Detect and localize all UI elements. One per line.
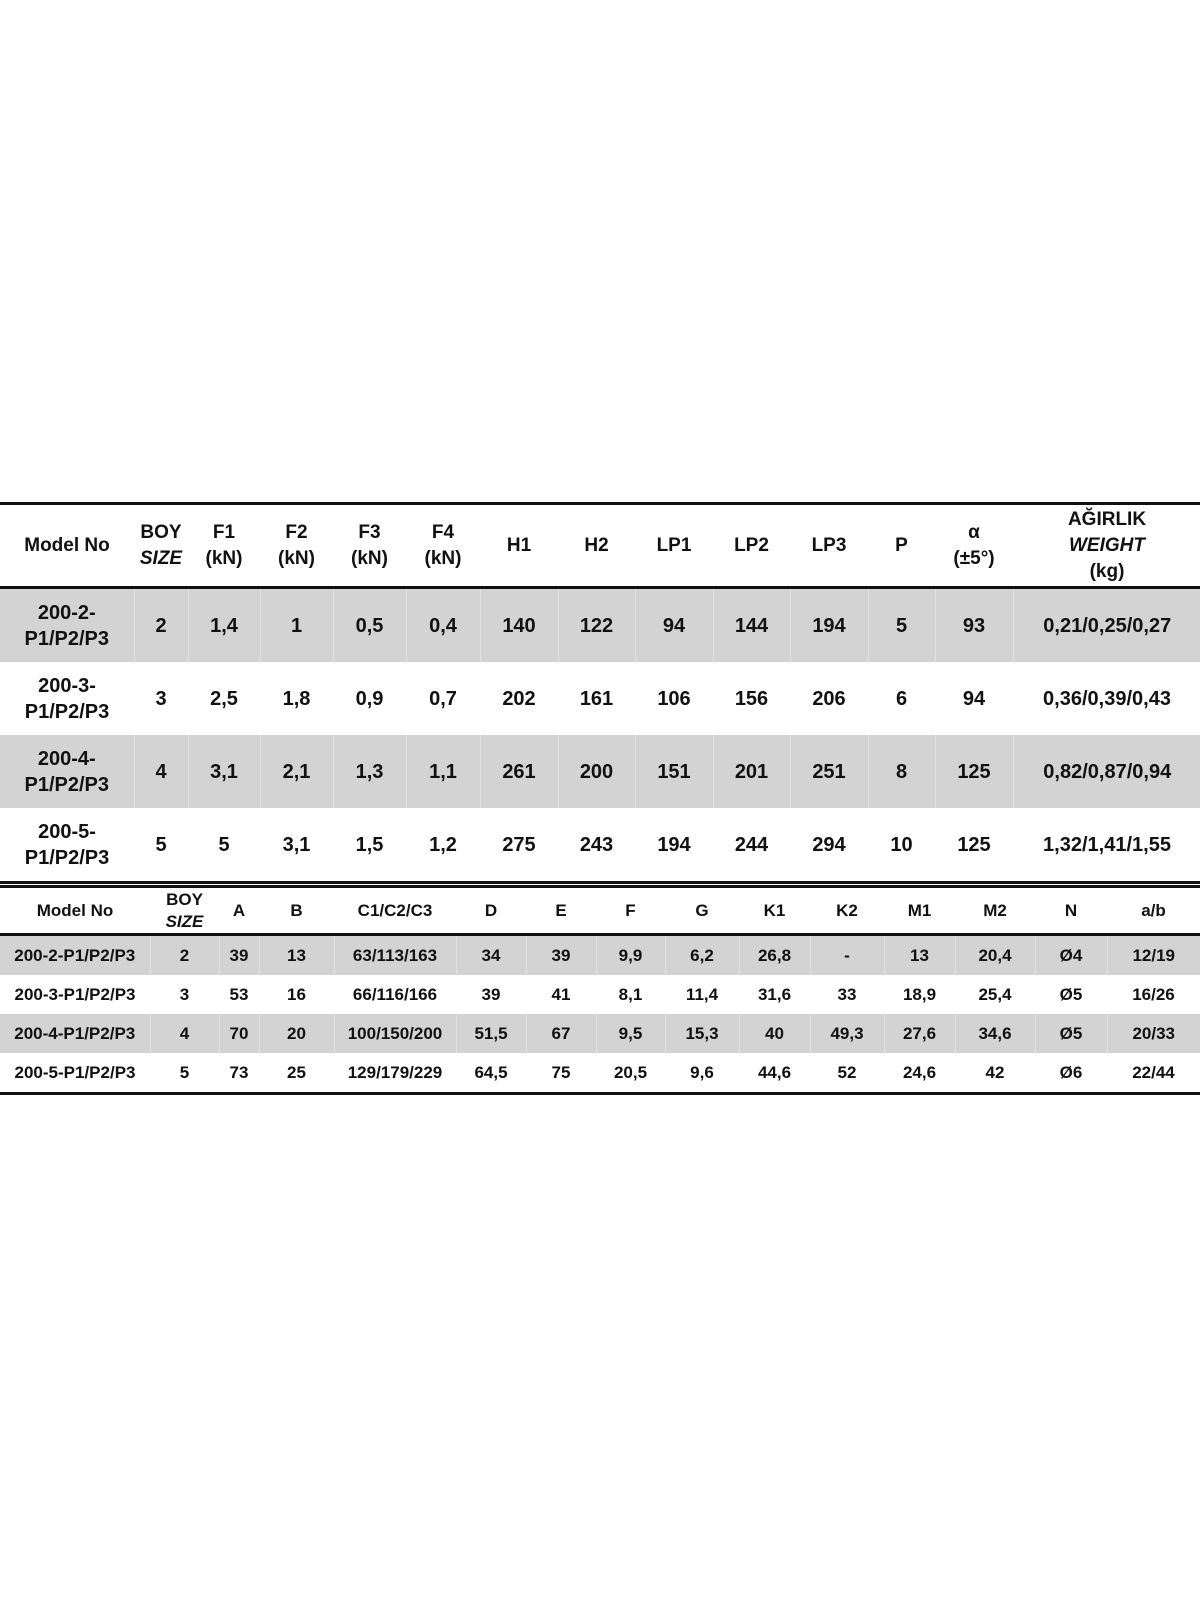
m2-cell: 42 — [985, 1062, 1005, 1082]
d-cell: 51,5 — [456, 1014, 526, 1053]
f-cell: 8,1 — [618, 984, 643, 1004]
a-cell: 53 — [229, 984, 249, 1004]
f4-cell: 0,7 — [429, 687, 457, 710]
d-cell: 64,5 — [474, 1062, 508, 1082]
p-cell: 8 — [868, 735, 935, 808]
table-row — [0, 1014, 1200, 1053]
f2-cell: 3,1 — [282, 833, 311, 856]
h1-cell: 261 — [480, 735, 558, 808]
m1-cell: 27,6 — [884, 1014, 955, 1053]
size-cell: 4 — [150, 1014, 219, 1053]
k2-cell: 49,3 — [810, 1014, 884, 1053]
f3-cell: 1,3 — [333, 735, 406, 808]
model-cell: 200-3-P1/P2/P3 — [14, 984, 136, 1004]
lp1-cell: 194 — [657, 833, 691, 856]
table-header-row — [0, 504, 1200, 588]
model-cell: 200-5-P1/P2/P3 — [14, 1062, 136, 1082]
p-cell: 10 — [890, 833, 913, 856]
f3-cell: 1,5 — [355, 833, 384, 856]
m1-cell: 24,6 — [902, 1062, 937, 1082]
forces-dimensions-table — [0, 502, 1200, 884]
n-cell: Ø5 — [1035, 1014, 1107, 1053]
a-cell: 73 — [229, 1062, 249, 1082]
m2-cell: 34,6 — [955, 1014, 1035, 1053]
header-b: B — [259, 887, 334, 935]
k1-cell: 26,8 — [739, 935, 810, 976]
size-cell: 5 — [155, 833, 167, 856]
header-lp3: LP3 — [790, 504, 868, 588]
dimensions-table — [0, 885, 1200, 1095]
lp3-cell: 294 — [812, 833, 846, 856]
lp3-cell: 194 — [790, 588, 868, 663]
header-size: BOY SIZE — [150, 887, 219, 935]
table-row — [0, 735, 1200, 808]
d-cell: 39 — [481, 984, 501, 1004]
header-p: P — [868, 504, 935, 588]
ab-cell: 22/44 — [1132, 1062, 1175, 1082]
lp1-cell: 106 — [657, 687, 691, 710]
g-cell: 15,3 — [665, 1014, 739, 1053]
f1-cell: 2,5 — [210, 687, 238, 710]
f4-cell: 1,2 — [429, 833, 457, 856]
p-cell: 5 — [868, 588, 935, 663]
c-cell: 100/150/200 — [334, 1014, 456, 1053]
table-row — [0, 662, 1200, 735]
header-f: F — [596, 887, 665, 935]
ab-cell: 16/26 — [1132, 984, 1175, 1004]
e-cell: 41 — [551, 984, 571, 1004]
c-cell: 129/179/229 — [347, 1062, 443, 1082]
p-cell: 6 — [895, 687, 908, 710]
table-row — [0, 1053, 1200, 1094]
f2-cell: 1 — [260, 588, 333, 663]
k2-cell: 52 — [837, 1062, 857, 1082]
header-size: BOY SIZE — [134, 504, 188, 588]
model-cell: 200-4-P1/P2/P3 — [0, 1014, 150, 1053]
g-cell: 6,2 — [665, 935, 739, 976]
header-model-no: Model No — [0, 887, 150, 935]
size-cell: 4 — [134, 735, 188, 808]
h2-cell: 161 — [579, 687, 614, 710]
d-cell: 34 — [456, 935, 526, 976]
header-m1: M1 — [884, 887, 955, 935]
f2-cell: 2,1 — [260, 735, 333, 808]
a-cell: 70 — [219, 1014, 259, 1053]
lp3-cell: 206 — [812, 687, 846, 710]
lp2-cell: 156 — [734, 687, 769, 710]
n-cell: Ø6 — [1059, 1062, 1083, 1082]
c-cell: 66/116/166 — [352, 984, 438, 1004]
header-c: C1/C2/C3 — [334, 887, 456, 935]
m2-cell: 20,4 — [955, 935, 1035, 976]
e-cell: 75 — [551, 1062, 571, 1082]
header-g: G — [665, 887, 739, 935]
f1-cell: 3,1 — [188, 735, 260, 808]
header-m2: M2 — [955, 887, 1035, 935]
table-row — [0, 588, 1200, 663]
c-cell: 63/113/163 — [334, 935, 456, 976]
lp3-cell: 251 — [790, 735, 868, 808]
m1-cell: 13 — [884, 935, 955, 976]
header-f1: F1 (kN) — [188, 504, 260, 588]
f1-cell: 5 — [218, 833, 230, 856]
g-cell: 9,6 — [690, 1062, 714, 1082]
f3-cell: 0,9 — [355, 687, 384, 710]
ab-cell: 12/19 — [1107, 935, 1200, 976]
k2-cell: 33 — [837, 984, 857, 1004]
model-cell: 200-2-P1/P2/P3 — [0, 935, 150, 976]
header-f3: F3 (kN) — [333, 504, 406, 588]
ab-cell: 20/33 — [1107, 1014, 1200, 1053]
header-n: N — [1035, 887, 1107, 935]
n-cell: Ø5 — [1059, 984, 1083, 1004]
k1-cell: 31,6 — [757, 984, 792, 1004]
k1-cell: 44,6 — [757, 1062, 792, 1082]
header-f2: F2 (kN) — [260, 504, 333, 588]
size-cell: 2 — [150, 935, 219, 976]
f1-cell: 1,4 — [188, 588, 260, 663]
a-cell: 39 — [219, 935, 259, 976]
header-weight: AĞIRLIK WEIGHT (kg) — [1013, 504, 1200, 588]
model-cell: 200-5- P1/P2/P3 — [24, 820, 110, 869]
k1-cell: 40 — [739, 1014, 810, 1053]
header-h1: H1 — [480, 504, 558, 588]
header-ab: a/b — [1107, 887, 1200, 935]
header-lp2: LP2 — [713, 504, 790, 588]
f-cell: 20,5 — [613, 1062, 648, 1082]
h2-cell: 243 — [579, 833, 614, 856]
alpha-cell: 93 — [935, 588, 1013, 663]
f4-cell: 0,4 — [406, 588, 480, 663]
f3-cell: 0,5 — [333, 588, 406, 663]
f-cell: 9,9 — [596, 935, 665, 976]
table-header-row — [0, 887, 1200, 935]
m2-cell: 25,4 — [978, 984, 1012, 1004]
weight-cell: 0,21/0,25/0,27 — [1013, 588, 1200, 663]
h1-cell: 202 — [502, 687, 536, 710]
h2-cell: 200 — [558, 735, 635, 808]
model-cell: 200-4- P1/P2/P3 — [0, 735, 134, 808]
lp1-cell: 94 — [635, 588, 713, 663]
header-lp1: LP1 — [635, 504, 713, 588]
k2-cell: - — [810, 935, 884, 976]
size-cell: 3 — [179, 984, 190, 1004]
h1-cell: 140 — [480, 588, 558, 663]
model-cell: 200-3- P1/P2/P3 — [24, 674, 110, 723]
alpha-cell: 94 — [962, 687, 986, 710]
lp2-cell: 144 — [713, 588, 790, 663]
h2-cell: 122 — [558, 588, 635, 663]
weight-cell: 1,32/1,41/1,55 — [1043, 833, 1171, 856]
b-cell: 16 — [287, 984, 306, 1004]
lp2-cell: 201 — [713, 735, 790, 808]
size-cell: 5 — [179, 1062, 190, 1082]
table-row — [0, 975, 1200, 1014]
weight-cell: 0,82/0,87/0,94 — [1013, 735, 1200, 808]
header-k1: K1 — [739, 887, 810, 935]
header-e: E — [526, 887, 596, 935]
header-f4: F4 (kN) — [406, 504, 480, 588]
f2-cell: 1,8 — [282, 687, 311, 710]
lp1-cell: 151 — [635, 735, 713, 808]
f-cell: 9,5 — [596, 1014, 665, 1053]
table-row — [0, 808, 1200, 883]
b-cell: 13 — [259, 935, 334, 976]
e-cell: 39 — [526, 935, 596, 976]
model-cell: 200-2- P1/P2/P3 — [0, 588, 134, 663]
b-cell: 20 — [259, 1014, 334, 1053]
alpha-cell: 125 — [957, 833, 991, 856]
header-h2: H2 — [558, 504, 635, 588]
header-alpha: α (±5°) — [935, 504, 1013, 588]
size-cell: 2 — [134, 588, 188, 663]
weight-cell: 0,36/0,39/0,43 — [1043, 687, 1171, 710]
header-d: D — [456, 887, 526, 935]
e-cell: 67 — [526, 1014, 596, 1053]
header-k2: K2 — [810, 887, 884, 935]
g-cell: 11,4 — [685, 984, 719, 1004]
alpha-cell: 125 — [935, 735, 1013, 808]
header-a: A — [219, 887, 259, 935]
lp2-cell: 244 — [734, 833, 769, 856]
f4-cell: 1,1 — [406, 735, 480, 808]
h1-cell: 275 — [502, 833, 536, 856]
b-cell: 25 — [287, 1062, 306, 1082]
header-model-no: Model No — [0, 504, 134, 588]
size-cell: 3 — [155, 687, 167, 710]
n-cell: Ø4 — [1035, 935, 1107, 976]
m1-cell: 18,9 — [902, 984, 937, 1004]
table-row — [0, 935, 1200, 976]
